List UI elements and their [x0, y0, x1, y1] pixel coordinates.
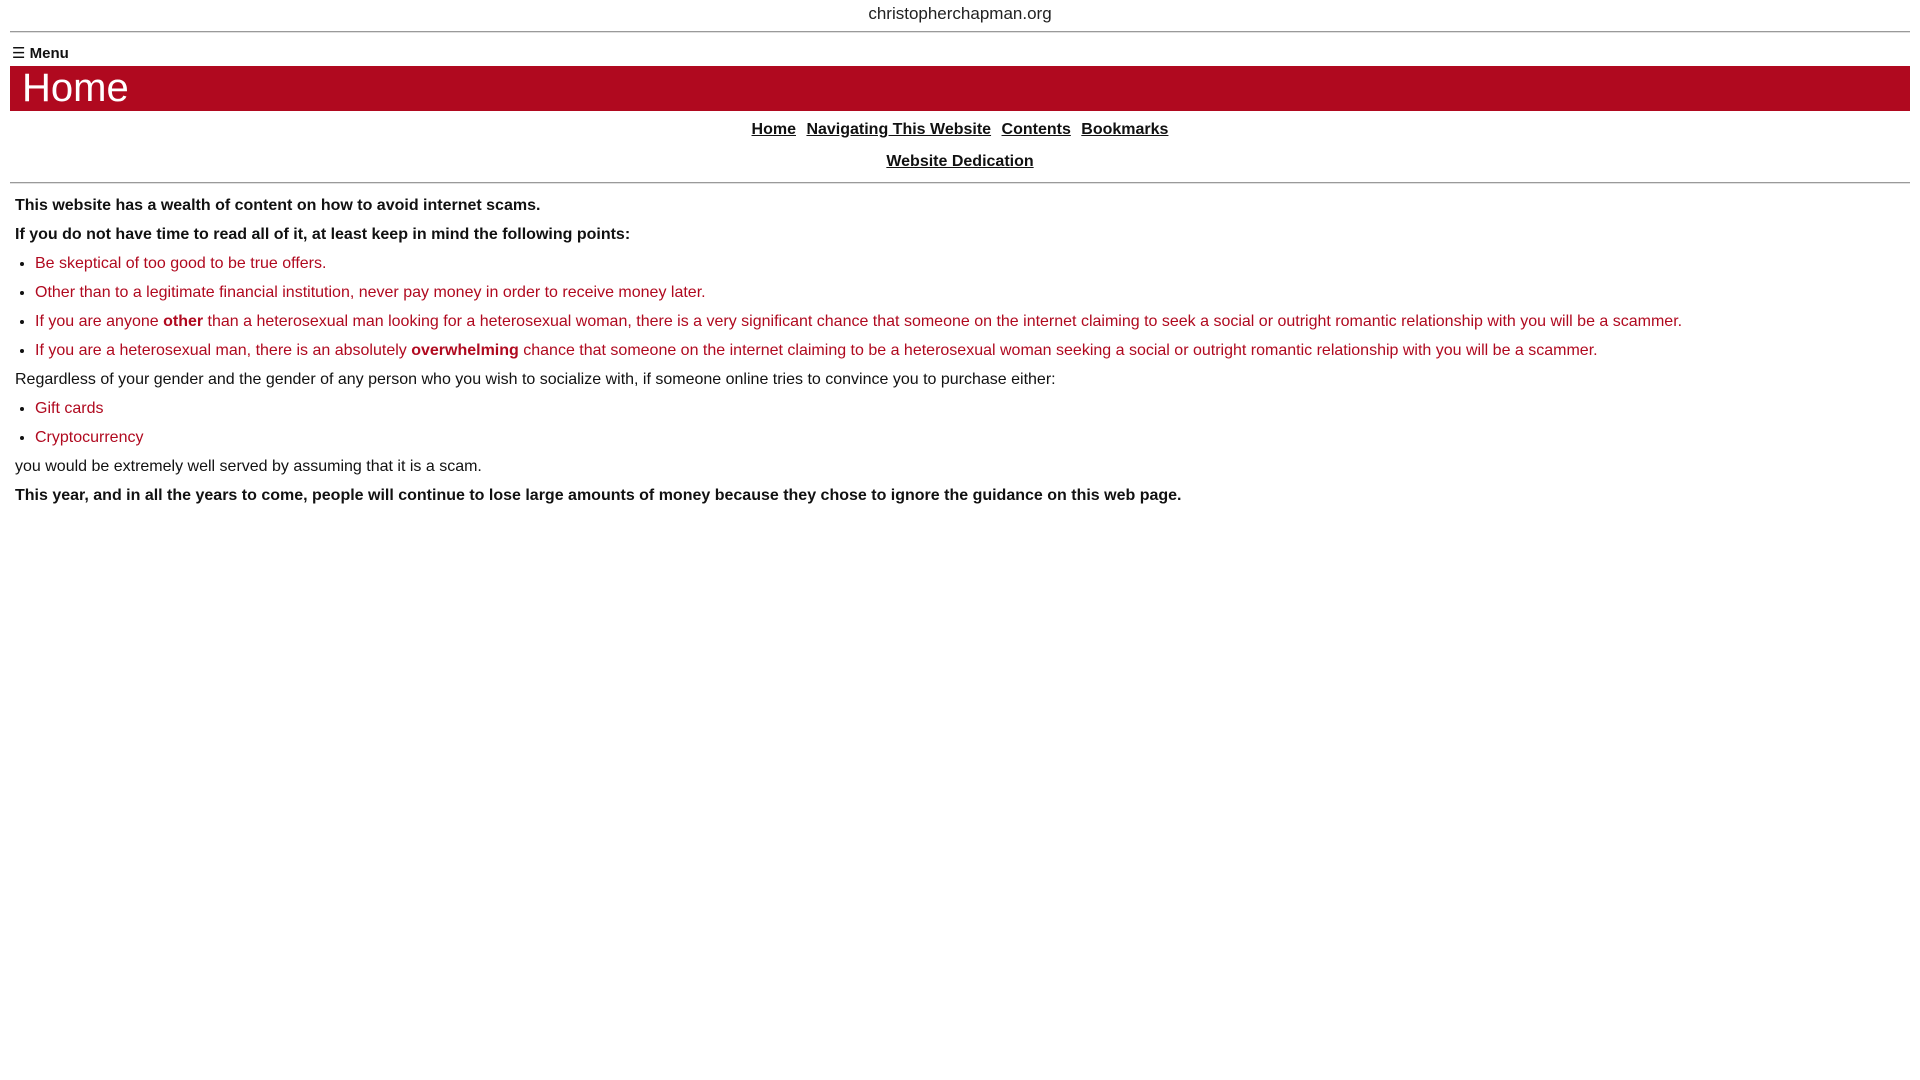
point-text: than a heterosexual man looking for a heterosexual woman, there is a very significant chance that someone on the internet claiming to seek a social or outright romantic relationship with you will be a scammer.	[203, 313, 1683, 330]
nav-link-website-dedication[interactable]: Website Dedication	[886, 153, 1034, 170]
nav-links-secondary	[10, 152, 1910, 172]
title-banner	[10, 66, 1910, 111]
nav-link-navigating[interactable]: Navigating This Website	[806, 121, 992, 138]
list-item	[35, 312, 1910, 332]
nav-link-home[interactable]: Home	[751, 121, 796, 138]
purchase-intro: Regardless of your gender and the gender of any person who you wish to socialize with, if someone online tries to convince you to purchase either:	[15, 371, 1056, 388]
lead-text: If you do not have time to read all of it, at least keep in mind the following points:	[15, 226, 631, 243]
menu-button[interactable]: ☰ Menu	[12, 45, 69, 62]
menu-row	[10, 33, 1910, 66]
point-text: If you are anyone	[35, 313, 164, 330]
list-item	[35, 341, 1910, 361]
site-name: christopherchapman.org	[868, 4, 1052, 23]
emphasis-overwhelming: overwhelming	[411, 342, 519, 359]
intro-text: This website has a wealth of content on how to avoid internet scams.	[15, 197, 541, 214]
key-points-list	[15, 254, 1910, 361]
list-item: • Cryptocurrency	[35, 428, 1910, 448]
nav-links	[10, 120, 1910, 140]
emphasis-other: other	[163, 313, 204, 330]
point-text: If you are a heterosexual man, there is an absolutely	[35, 342, 412, 359]
main-content	[10, 196, 1910, 506]
closing-text: This year, and in all the years to come, people will continue to lose large amounts of money because they chose to ignore the guidance on this web page.	[15, 487, 1182, 504]
point-text: chance that someone on the internet claiming to be a heterosexual woman seeking a social or outright romantic relationship with you will be a scammer.	[518, 342, 1598, 359]
purchase-items-list	[15, 399, 1910, 448]
purchase-outro: you would be extremely well served by assuming that it is a scam.	[15, 458, 482, 475]
nav-link-bookmarks[interactable]: Bookmarks	[1081, 121, 1169, 138]
nav-link-contents[interactable]: Contents	[1001, 121, 1071, 138]
page-title: Home	[22, 66, 129, 110]
content-divider	[10, 182, 1910, 184]
list-item: • Be skeptical of too good to be true offers.	[35, 254, 1910, 274]
list-item: • Other than to a legitimate financial institution, never pay money in order to receive money later.	[35, 283, 1910, 303]
list-item: • Gift cards	[35, 399, 1910, 419]
